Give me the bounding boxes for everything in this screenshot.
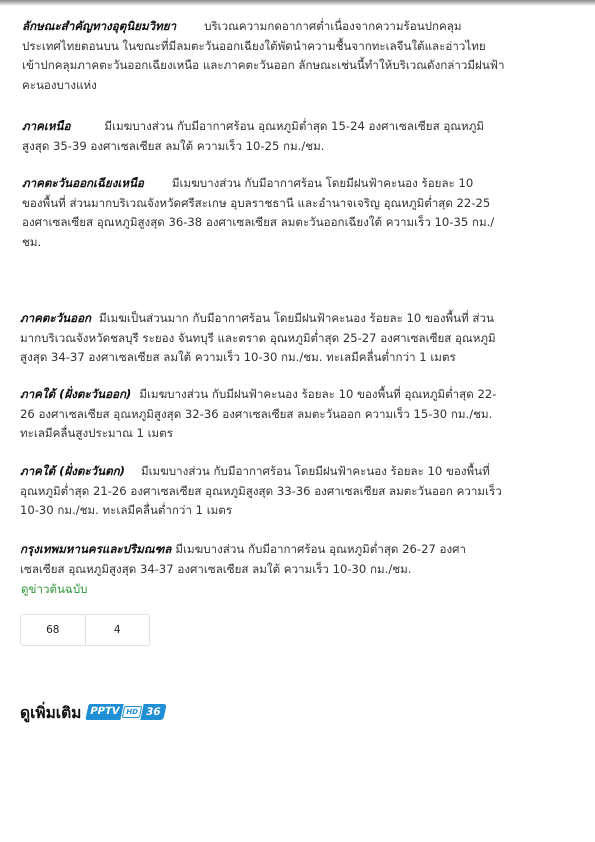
region-heading: ภาคใต้ (ฝั่งตะวันตก) <box>20 464 125 478</box>
region-south-east-coast <box>20 385 580 444</box>
region-text: ทะเลมีคลื่นสูงประมาณ 1 เมตร <box>20 426 173 440</box>
logo-hd-badge: HD <box>122 706 142 718</box>
region-text: 26 องศาเซลเซียส อุณหภูมิสูงสุด 32-36 องศาเซลเซียส ลมตะวันออก ความเร็ว 15-30 กม./ชม. <box>20 406 493 421</box>
region-northeast <box>22 174 572 252</box>
see-more-heading: ดูเพิ่มเติม <box>20 703 82 722</box>
region-summary <box>22 17 572 95</box>
pptv-hd-36-logo[interactable] <box>86 704 167 720</box>
logo-channel-number: 36 <box>141 704 167 720</box>
region-heading: ภาคใต้ (ฝั่งตะวันออก) <box>20 387 132 401</box>
region-heading: ภาคตะวันออก <box>20 311 92 325</box>
logo-pptv-text: PPTV <box>86 704 125 720</box>
region-text: สูงสุด 34-37 องศาเซลเซียส ลมใต้ ความเร็ว 10-30 กม./ชม. ทะเลมีคลื่นต่ำกว่า 1 เมตร <box>20 350 456 364</box>
region-text: อุณหภูมิต่ำสุด 21-26 องศาเซลเซียส อุณหภูมิสูงสุด 33-36 องศาเซลเซียส ลมตะวันออก ความเร็ว <box>20 483 502 498</box>
region-text: สูงสุด 35-39 องศาเซลเซียส ลมใต้ ความเร็ว 10-25 กม./ชม. <box>22 138 325 153</box>
region-north <box>22 117 572 156</box>
region-text: มีเมฆบางส่วน กับมีอากาศร้อน อุณหภูมิต่ำสุด 26-27 องศา <box>175 542 466 556</box>
region-heading: ลักษณะสำคัญทางอุตุนิยมวิทยา <box>22 19 177 33</box>
region-text: เซลเซียส อุณหภูมิสูงสุด 34-37 องศาเซลเซียส ลมใต้ ความเร็ว 10-30 กม./ชม. <box>20 561 412 576</box>
region-text: องศาเซลเซียส อุณหภูมิสูงสุด 36-38 องศาเซลเซียส ลมตะวันออกเฉียงใต้ ความเร็ว 10-35 กม./ <box>22 215 495 229</box>
view-original-news-link[interactable]: ดูข่าวต้นฉบับ <box>21 582 88 596</box>
region-text: มีเมฆบางส่วน กับมีอากาศร้อน โดยมีฝนฟ้าคะนอง ร้อยละ 10 <box>171 176 474 190</box>
region-text: 10-30 กม./ชม. ทะเลมีคลื่นต่ำกว่า 1 เมตร <box>20 503 233 517</box>
region-text: มีเมฆเป็นส่วนมาก กับมีอากาศร้อน โดยมีฝนฟ้าคะนอง ร้อยละ 10 ของพื้นที่ ส่วน <box>99 311 494 325</box>
region-text: เข้าปกคลุมภาคตะวันออกเฉียงเหนือ และภาคตะวันออก ลักษณะเช่นนี้ทำให้บริเวณดังกล่าวมีฝนฟ้า <box>22 58 505 72</box>
see-more-section <box>20 700 165 724</box>
region-heading: ภาคเหนือ <box>22 119 71 133</box>
region-east <box>20 309 580 368</box>
region-bangkok <box>20 540 580 579</box>
share-count-right[interactable]: 4 <box>85 615 150 645</box>
region-heading: กรุงเทพมหานครและปริมณฑล <box>20 542 172 556</box>
share-count-left[interactable]: 68 <box>46 624 60 636</box>
region-text: มีเมฆบางส่วน กับมีอากาศร้อน โดยมีฝนฟ้าคะนอง ร้อยละ 10 ของพื้นที่ <box>140 464 490 478</box>
region-text: ชม. <box>22 234 42 249</box>
region-south-west-coast <box>20 462 580 521</box>
region-text: มีเมฆบางส่วน กับมีอากาศร้อน อุณหภูมิต่ำสุด 15-24 องศาเซลเซียส อุณหภูมิ <box>104 119 484 133</box>
region-text: ของพื้นที่ ส่วนมากบริเวณจังหวัดศรีสะเกษ อุบลราชธานี และอำนาจเจริญ อุณหภูมิต่ำสุด 22-25 <box>22 195 491 210</box>
top-shadow <box>0 0 595 6</box>
share-counter-box <box>20 614 150 646</box>
region-heading: ภาคตะวันออกเฉียงเหนือ <box>22 176 144 190</box>
region-text: คะนองบางแห่ง <box>22 77 97 92</box>
region-text: มีเมฆบางส่วน กับมีฝนฟ้าคะนอง ร้อยละ 10 ของพื้นที่ อุณหภูมิต่ำสุด 22- <box>139 387 497 401</box>
region-text: มากบริเวณจังหวัดชลบุรี ระยอง จันทบุรี และตราด อุณหภูมิต่ำสุด 25-27 องศาเซลเซียส อุณหภูมิ <box>20 330 496 345</box>
region-text: บริเวณความกดอากาศต่ำเนื่องจากความร้อนปกคลุม <box>204 19 462 33</box>
region-text: ประเทศไทยตอนบน ในขณะที่มีลมตะวันออกเฉียงใต้พัดนำความชื้นจากทะเลจีนใต้และอ่าวไทย <box>22 38 486 53</box>
